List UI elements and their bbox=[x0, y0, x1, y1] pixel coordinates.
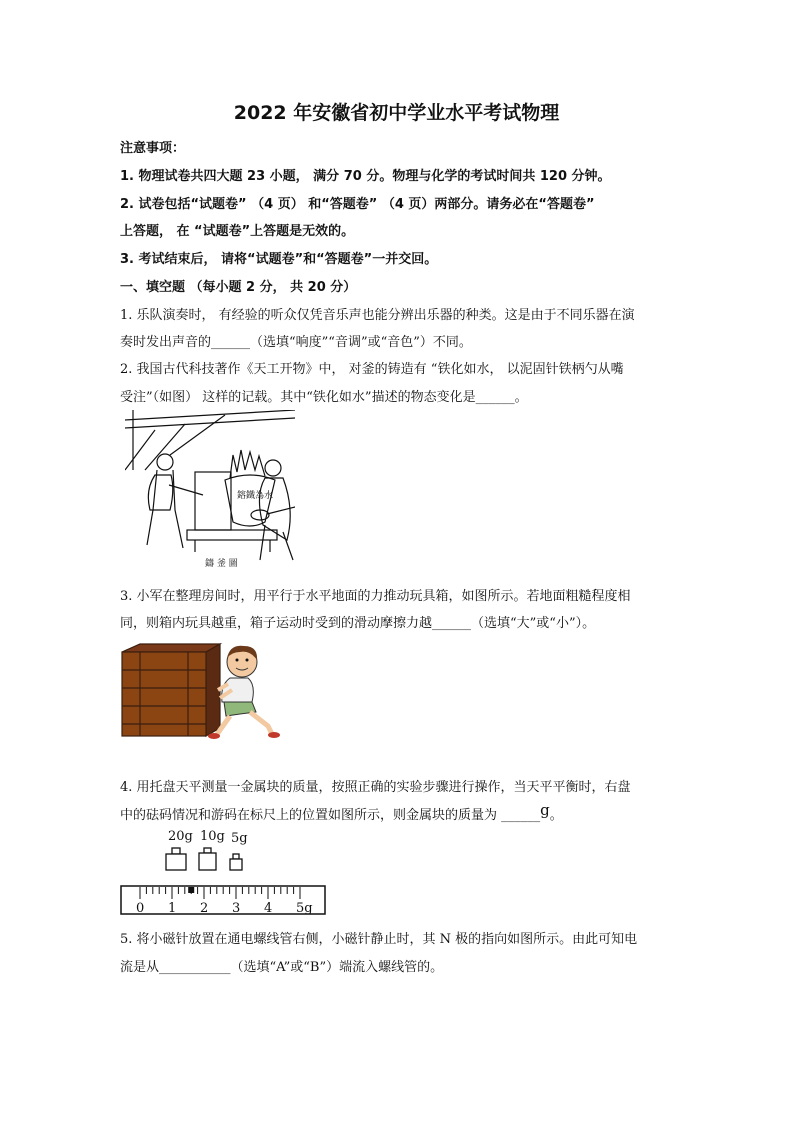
notice-item-2-line-2: 上答题， 在 “试题卷”上答题是无效的。 bbox=[120, 224, 355, 239]
question-3-line-1: 3. 小军在整理房间时，用平行于水平地面的力推动玩具箱，如图所示。若地面粗糙程度相 bbox=[120, 589, 631, 604]
question-4-line-2-text: 中的砝码情况和游码在标尺上的位置如图所示，则金属块的质量为 ______ bbox=[120, 808, 541, 823]
scale-label: 5g bbox=[296, 901, 313, 916]
notice-heading: 注意事项： bbox=[120, 141, 186, 156]
weight-label-5g: 5g bbox=[231, 831, 248, 846]
question-3-line-2: 同，则箱内玩具越重，箱子运动时受到的滑动摩擦力越______（选填“大”或“小”）。 bbox=[120, 616, 596, 631]
casting-figure bbox=[125, 410, 295, 570]
notice-item-1: 1. 物理试卷共四大题 23 小题， 满分 70 分。物理与化学的考试时间共 120 分钟。 bbox=[120, 169, 611, 184]
weight-5g bbox=[230, 854, 242, 870]
weight-10g bbox=[199, 848, 216, 870]
casting-caption: 鑄 釜 圖 bbox=[205, 559, 238, 569]
question-5-line-2: 流是从___________（选填“A”或“B”）端流入螺线管的。 bbox=[120, 960, 444, 975]
question-4-line-1: 4. 用托盘天平测量一金属块的质量，按照正确的实验步骤进行操作，当天平平衡时，右盘 bbox=[120, 780, 631, 795]
notice-item-2-line-1: 2. 试卷包括“试题卷” （4 页） 和“答题卷” （4 页）两部分。请务必在“答题卷” bbox=[120, 197, 595, 212]
question-4-end: 。 bbox=[549, 808, 563, 823]
scale-label: 1 bbox=[168, 901, 177, 916]
scale-label: 4 bbox=[264, 901, 273, 916]
question-1-line-1: 1. 乐队演奏时， 有经验的听众仅凭音乐声也能分辨出乐器的种类。这是由于不同乐器在演 bbox=[120, 308, 635, 323]
question-4-unit: g bbox=[540, 801, 550, 819]
balance-figure bbox=[118, 826, 330, 918]
question-1-line-2: 奏时发出声音的______（选填“响度”“音调”或“音色”）不同。 bbox=[120, 335, 472, 350]
weight-label-10g: 10g bbox=[200, 829, 225, 844]
rider-marker[interactable] bbox=[188, 887, 194, 893]
section-heading-fill-in: 一、填空题 （每小题 2 分， 共 20 分） bbox=[120, 280, 357, 295]
question-2-line-2: 受注”（如图） 这样的记载。其中“铁化如水”描述的物态变化是______。 bbox=[120, 390, 528, 405]
page-title: 2022 年安徽省初中学业水平考试物理 bbox=[233, 102, 560, 124]
weight-20g bbox=[166, 848, 186, 870]
scale-label: 0 bbox=[136, 901, 145, 916]
question-5-line-1: 5. 将小磁针放置在通电螺线管右侧，小磁针静止时，其 N 极的指向如图所示。由此可知电 bbox=[120, 932, 638, 947]
scale-label: 2 bbox=[200, 901, 209, 916]
question-2-line-1: 2. 我国古代科技著作《天工开物》中， 对釜的铸造有 “铁化如水， 以泥固针铁柄勺从嘴 bbox=[120, 362, 624, 377]
toy-box-figure bbox=[120, 640, 285, 740]
furnace-text: 鎔鐵為水 bbox=[237, 491, 274, 501]
weight-label-20g: 20g bbox=[168, 829, 193, 844]
scale-label: 3 bbox=[232, 901, 241, 916]
notice-item-3: 3. 考试结束后， 请将“试题卷”和“答题卷”一并交回。 bbox=[120, 252, 438, 267]
question-4-line-2 bbox=[120, 801, 563, 823]
